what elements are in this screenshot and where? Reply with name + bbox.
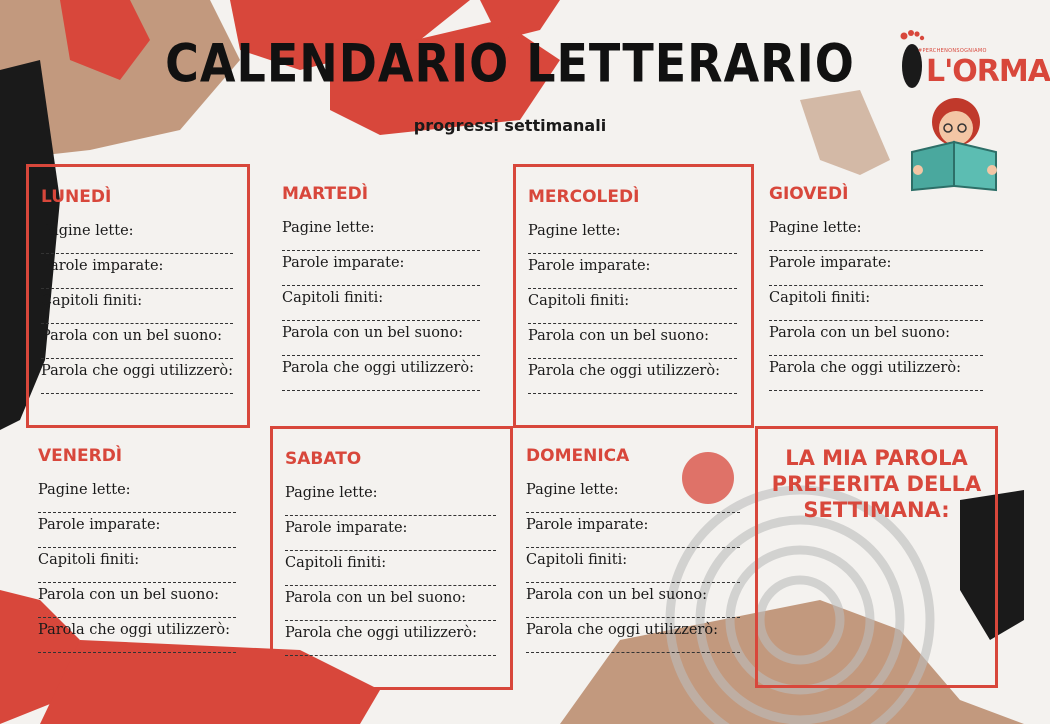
day-title: MERCOLEDÌ bbox=[528, 187, 640, 207]
answer-line[interactable] bbox=[528, 275, 737, 289]
field-row bbox=[285, 625, 500, 656]
answer-line[interactable] bbox=[282, 377, 480, 391]
field-row bbox=[769, 255, 987, 286]
answer-line[interactable] bbox=[526, 639, 740, 653]
field-label: Parola che oggi utilizzerò: bbox=[285, 625, 477, 641]
field-label: Pagine lette: bbox=[38, 482, 131, 498]
field-label: Parola che oggi utilizzerò: bbox=[38, 622, 230, 638]
answer-line[interactable] bbox=[41, 310, 233, 324]
field-label: Capitoli finiti: bbox=[285, 555, 387, 571]
answer-line[interactable] bbox=[41, 240, 233, 254]
answer-line[interactable] bbox=[526, 604, 740, 618]
answer-line[interactable] bbox=[526, 569, 740, 583]
day-title: GIOVEDÌ bbox=[769, 184, 849, 204]
field-row bbox=[38, 622, 240, 653]
day-panel-tuesday bbox=[270, 164, 494, 428]
answer-line[interactable] bbox=[528, 345, 737, 359]
field-label: Capitoli finiti: bbox=[38, 552, 140, 568]
field-row bbox=[769, 290, 987, 321]
answer-line[interactable] bbox=[769, 342, 983, 356]
answer-line[interactable] bbox=[285, 537, 496, 551]
day-panel-monday bbox=[26, 164, 250, 428]
answer-line[interactable] bbox=[38, 569, 236, 583]
field-row bbox=[769, 220, 987, 251]
field-row bbox=[38, 552, 240, 583]
field-label: Parole imparate: bbox=[41, 258, 164, 274]
answer-line[interactable] bbox=[285, 642, 496, 656]
field-row bbox=[526, 587, 744, 618]
answer-line[interactable] bbox=[769, 272, 983, 286]
field-row bbox=[41, 363, 237, 394]
day-title: SABATO bbox=[285, 449, 362, 469]
field-label: Parole imparate: bbox=[38, 517, 161, 533]
logo-tagline: #PERCHENONSOGNIAMO bbox=[918, 48, 987, 54]
answer-line[interactable] bbox=[41, 275, 233, 289]
field-row bbox=[41, 293, 237, 324]
orma-logo bbox=[892, 20, 1050, 98]
day-panel-wednesday bbox=[513, 164, 754, 428]
answer-line[interactable] bbox=[528, 380, 737, 394]
field-label: Parola che oggi utilizzerò: bbox=[528, 363, 720, 379]
day-title: DOMENICA bbox=[526, 446, 630, 466]
field-label: Capitoli finiti: bbox=[41, 293, 143, 309]
field-row bbox=[282, 290, 484, 321]
answer-line[interactable] bbox=[38, 499, 236, 513]
field-label: Pagine lette: bbox=[528, 223, 621, 239]
field-label: Pagine lette: bbox=[769, 220, 862, 236]
field-row bbox=[282, 220, 484, 251]
field-row bbox=[528, 258, 741, 289]
answer-line[interactable] bbox=[526, 499, 740, 513]
answer-line[interactable] bbox=[526, 534, 740, 548]
field-row bbox=[526, 482, 744, 513]
day-panel-friday bbox=[26, 426, 250, 690]
field-label: Pagine lette: bbox=[41, 223, 134, 239]
field-row bbox=[528, 328, 741, 359]
answer-line[interactable] bbox=[41, 380, 233, 394]
field-row bbox=[282, 360, 484, 391]
answer-line[interactable] bbox=[282, 272, 480, 286]
answer-line[interactable] bbox=[38, 534, 236, 548]
field-row bbox=[769, 360, 987, 391]
day-title: LUNEDÌ bbox=[41, 187, 112, 207]
field-label: Parola con un bel suono: bbox=[285, 590, 466, 606]
field-label: Parola con un bel suono: bbox=[41, 328, 222, 344]
field-row bbox=[285, 485, 500, 516]
day-panel-thursday bbox=[757, 164, 997, 428]
field-row bbox=[285, 590, 500, 621]
day-title: VENERDÌ bbox=[38, 446, 123, 466]
favorite-word-title: LA MIA PAROLA PREFERITA DELLA SETTIMANA: bbox=[771, 446, 982, 522]
field-row bbox=[528, 363, 741, 394]
answer-line[interactable] bbox=[282, 237, 480, 251]
footprint-icon bbox=[896, 24, 926, 94]
field-label: Parole imparate: bbox=[285, 520, 408, 536]
field-label: Parole imparate: bbox=[769, 255, 892, 271]
field-row bbox=[526, 622, 744, 653]
field-label: Parole imparate: bbox=[526, 517, 649, 533]
answer-line[interactable] bbox=[285, 502, 496, 516]
field-label: Pagine lette: bbox=[526, 482, 619, 498]
field-label: Parola che oggi utilizzerò: bbox=[282, 360, 474, 376]
answer-line[interactable] bbox=[285, 607, 496, 621]
field-label: Parola con un bel suono: bbox=[769, 325, 950, 341]
answer-line[interactable] bbox=[41, 345, 233, 359]
field-label: Capitoli finiti: bbox=[282, 290, 384, 306]
field-row bbox=[285, 555, 500, 586]
field-label: Pagine lette: bbox=[282, 220, 375, 236]
field-label: Parola che oggi utilizzerò: bbox=[41, 363, 233, 379]
field-row bbox=[285, 520, 500, 551]
field-row bbox=[526, 552, 744, 583]
field-label: Parole imparate: bbox=[528, 258, 651, 274]
field-row bbox=[528, 293, 741, 324]
field-label: Capitoli finiti: bbox=[528, 293, 630, 309]
field-row bbox=[41, 258, 237, 289]
field-label: Parole imparate: bbox=[282, 255, 405, 271]
logo-name: L'ORMA bbox=[926, 54, 1050, 89]
page-subtitle: progressi settimanali bbox=[413, 116, 607, 135]
answer-line[interactable] bbox=[769, 237, 983, 251]
field-row bbox=[769, 325, 987, 356]
favorite-word-box bbox=[755, 426, 998, 688]
page-title: CALENDARIO LETTERARIO bbox=[165, 31, 855, 95]
day-panel-saturday bbox=[270, 426, 513, 690]
day-panel-sunday bbox=[514, 426, 754, 690]
field-label: Capitoli finiti: bbox=[526, 552, 628, 568]
answer-line[interactable] bbox=[769, 377, 983, 391]
answer-line[interactable] bbox=[528, 310, 737, 324]
answer-line[interactable] bbox=[285, 572, 496, 586]
field-label: Pagine lette: bbox=[285, 485, 378, 501]
answer-line[interactable] bbox=[282, 307, 480, 321]
answer-line[interactable] bbox=[38, 604, 236, 618]
field-label: Parola con un bel suono: bbox=[528, 328, 709, 344]
field-row bbox=[38, 517, 240, 548]
field-label: Parola con un bel suono: bbox=[526, 587, 707, 603]
field-label: Capitoli finiti: bbox=[769, 290, 871, 306]
day-title: MARTEDÌ bbox=[282, 184, 369, 204]
answer-line[interactable] bbox=[282, 342, 480, 356]
answer-line[interactable] bbox=[528, 240, 737, 254]
field-label: Parola con un bel suono: bbox=[282, 325, 463, 341]
field-row bbox=[526, 517, 744, 548]
field-row bbox=[38, 587, 240, 618]
field-row bbox=[38, 482, 240, 513]
field-label: Parola con un bel suono: bbox=[38, 587, 219, 603]
field-label: Parola che oggi utilizzerò: bbox=[526, 622, 718, 638]
field-row bbox=[41, 223, 237, 254]
answer-line[interactable] bbox=[769, 307, 983, 321]
field-row bbox=[282, 325, 484, 356]
field-row bbox=[282, 255, 484, 286]
field-label: Parola che oggi utilizzerò: bbox=[769, 360, 961, 376]
answer-line[interactable] bbox=[38, 639, 236, 653]
field-row bbox=[528, 223, 741, 254]
field-row bbox=[41, 328, 237, 359]
